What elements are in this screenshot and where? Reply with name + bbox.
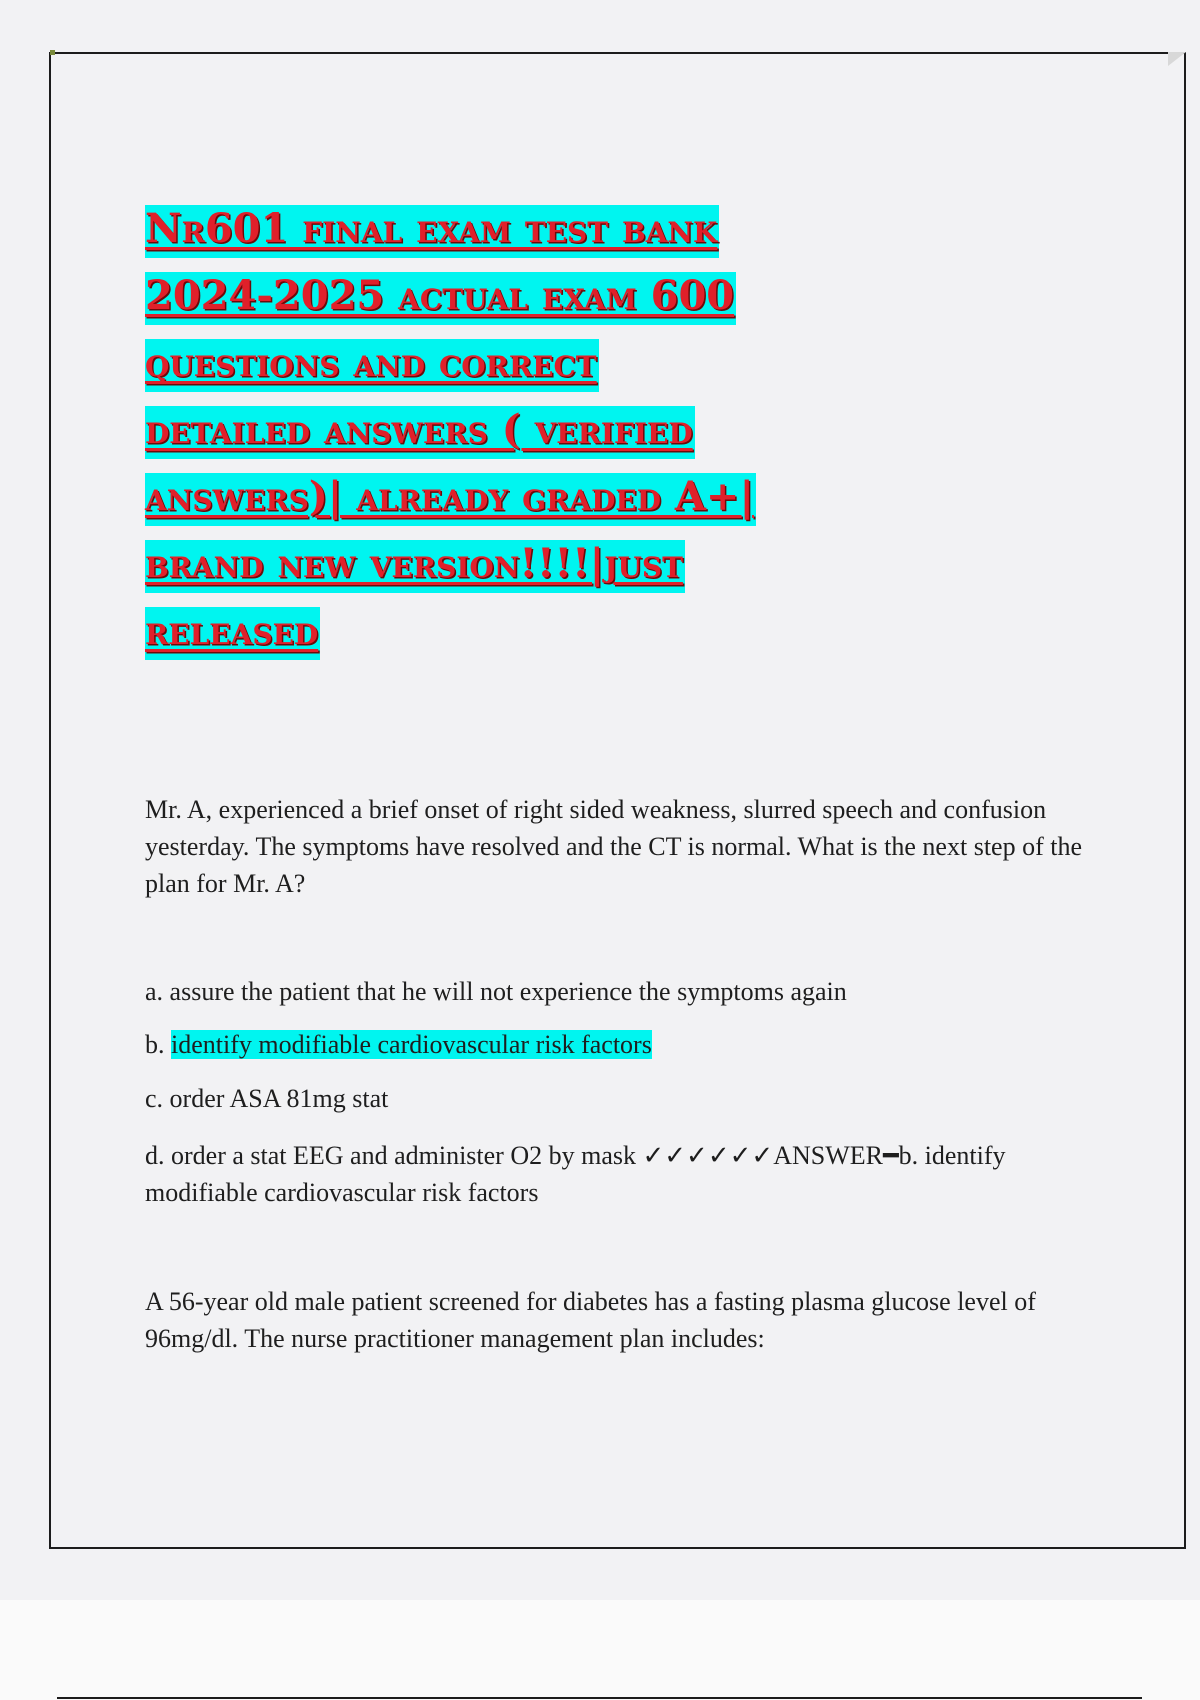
title-line: answers)| already graded A+|	[145, 466, 1075, 533]
page-curl-icon	[1168, 52, 1186, 66]
title-line: released	[145, 600, 1075, 667]
question-1-stem: Mr. A, experienced a brief onset of right sided weakness, slurred speech and confusion yesterday. The symptoms have resolved and the CT is normal. What is the next step of the plan for Mr. A?	[145, 795, 1083, 898]
document-title	[145, 198, 1075, 667]
question-1-option-b	[145, 1026, 1090, 1063]
bottom-divider	[57, 1697, 1142, 1699]
option-b-highlighted-answer: identify modifiable cardiovascular risk factors	[171, 1030, 652, 1059]
option-b-prefix: b.	[145, 1030, 171, 1059]
question-1-option-c: c. order ASA 81mg stat	[145, 1084, 389, 1113]
corner-mark	[50, 50, 55, 55]
title-line: Nr601 final exam test bank	[145, 198, 1075, 265]
page-footer-area	[0, 1600, 1200, 1700]
title-line: questions and correct	[145, 332, 1075, 399]
title-line: 2024-2025 actual exam 600	[145, 265, 1075, 332]
question-1-option-d-with-answer: d. order a stat EEG and administer O2 by mask ✓✓✓✓✓✓ANSWER━b. identify modifiable cardiovascular risk factors	[145, 1141, 1006, 1207]
title-line: detailed answers ( verified	[145, 399, 1075, 466]
question-2-stem: A 56-year old male patient screened for diabetes has a fasting plasma glucose level of 96mg/dl. The nurse practitioner management plan includes:	[145, 1287, 1036, 1353]
question-1-option-a: a. assure the patient that he will not experience the symptoms again	[145, 977, 847, 1006]
title-line: brand new version!!!!|just	[145, 533, 1075, 600]
